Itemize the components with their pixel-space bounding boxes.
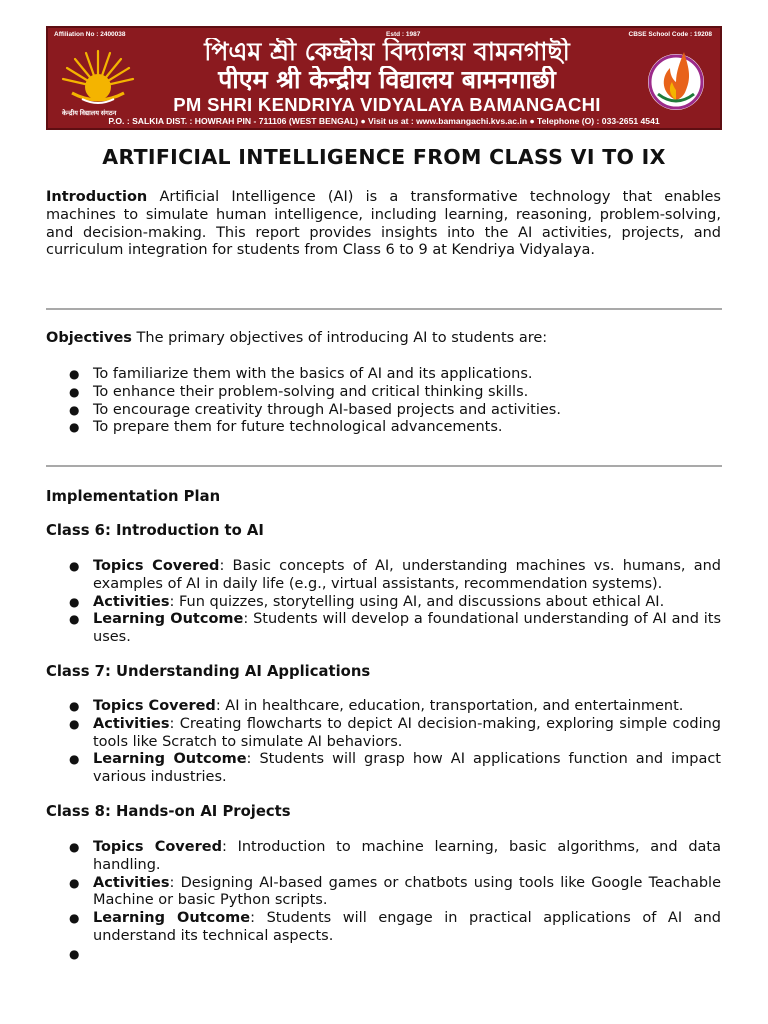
objectives-paragraph (46, 330, 721, 348)
logo-caption: केन्द्रीय विद्यालय संगठन (62, 110, 117, 117)
bullet-icon: ● (69, 716, 80, 731)
list-item: ● Learning Outcome: Students will develop a foundational understanding of AI and its uses. (69, 611, 721, 646)
school-name-english: PM SHRI KENDRIYA VIDYALAYA BAMANGACHI (173, 94, 601, 115)
objectives-list (46, 366, 721, 437)
kvs-sun-logo (58, 43, 138, 109)
list-item: ● To enhance their problem-solving and critical thinking skills. (69, 383, 529, 400)
bullet-icon: ● (69, 875, 80, 890)
list-item: ● To encourage creativity through AI-based projects and activities. (69, 401, 561, 418)
document-title: ARTIFICIAL INTELLIGENCE FROM CLASS VI TO IX (102, 145, 666, 169)
introduction-label: Introduction (46, 189, 148, 205)
bullet-icon: ● (69, 840, 80, 854)
list-item: ● Topics Covered: AI in healthcare, education, transportation, and entertainment. (69, 698, 684, 714)
objectives-text: The primary objectives of introducing AI to students are: (131, 330, 548, 346)
bullet-icon: ● (69, 911, 80, 926)
introduction-text: Artificial Intelligence (AI) is a transformative technology that enables machines to simulate human intelligence, including learning, reasoning, problem-solving, and decision-making. This report provides insights into the AI activities, projects, and curriculum integration for students from Class 6 to 9 at Kendriya Vidyalaya. (46, 189, 721, 259)
class-6-list (46, 558, 721, 647)
section-divider (46, 465, 722, 467)
bullet-icon: ● (69, 367, 80, 381)
pm-shri-logo (640, 42, 712, 114)
class-7-heading: Class 7: Understanding AI Applications (46, 663, 371, 680)
list-item: ● Activities: Creating flowcharts to depict AI decision-making, exploring simple coding tools like Scratch to simulate AI behaviors. (69, 715, 721, 750)
list-item (46, 946, 721, 964)
bullet-icon: ● (69, 559, 80, 573)
class-7-list (46, 698, 721, 787)
list-item: ● To prepare them for future technological advancements. (69, 419, 503, 436)
list-item: ● Topics Covered: Basic concepts of AI, understanding machines vs. humans, and examples of AI in daily life (e.g., virtual assistants, recommendation systems). (69, 558, 721, 592)
bullet-icon: ● (69, 946, 80, 961)
bullet-icon: ● (69, 402, 80, 417)
bullet-icon: ● (69, 752, 80, 767)
section-divider (46, 308, 722, 310)
list-item: ● Activities: Fun quizzes, storytelling using AI, and discussions about ethical AI. (69, 593, 665, 610)
list-item: ● Activities: Designing AI-based games or chatbots using tools like Google Teachable Machine or basic Python scripts. (69, 874, 721, 909)
objectives-label: Objectives (46, 330, 132, 346)
school-name-hindi: पीएम श्री केन्द्रीय विद्यालय बामनगाछी (218, 66, 556, 94)
affiliation-number: Affiliation No : 2400038 (54, 31, 126, 38)
bullet-icon: ● (69, 594, 80, 609)
bullet-icon: ● (69, 699, 80, 713)
cbse-school-code: CBSE School Code : 19208 (628, 31, 712, 38)
list-item: ● Learning Outcome: Students will engage in practical applications of AI and understand its technical aspects. (69, 910, 721, 944)
bullet-icon: ● (69, 384, 80, 399)
introduction-paragraph (46, 189, 721, 260)
bullet-icon: ● (69, 612, 80, 627)
school-name-bengali: পিএম শ্রী কেন্দ্রীয় বিদ্যালয় বামনগাছী (204, 38, 570, 66)
list-item: ● Learning Outcome: Students will grasp how AI applications function and impact various industries. (69, 751, 721, 786)
class-8-list (46, 839, 721, 964)
list-item: ● Topics Covered: Introduction to machine learning, basic algorithms, and data handling. (69, 839, 721, 873)
bullet-icon: ● (69, 420, 80, 435)
class-8-heading: Class 8: Hands-on AI Projects (46, 803, 291, 820)
school-banner (46, 26, 722, 130)
list-item: ● To familiarize them with the basics of AI and its applications. (69, 366, 533, 382)
implementation-plan-heading: Implementation Plan (46, 488, 221, 505)
school-address: P.O. : SALKIA DIST. : HOWRAH PIN - 711106 (WEST BENGAL) ● Visit us at : www.bamangachi.kvs.ac.in ● Telephone (O) : 033-2651 4541 (108, 116, 660, 126)
established-year: Estd : 1987 (386, 31, 421, 38)
class-6-heading: Class 6: Introduction to AI (46, 522, 264, 539)
